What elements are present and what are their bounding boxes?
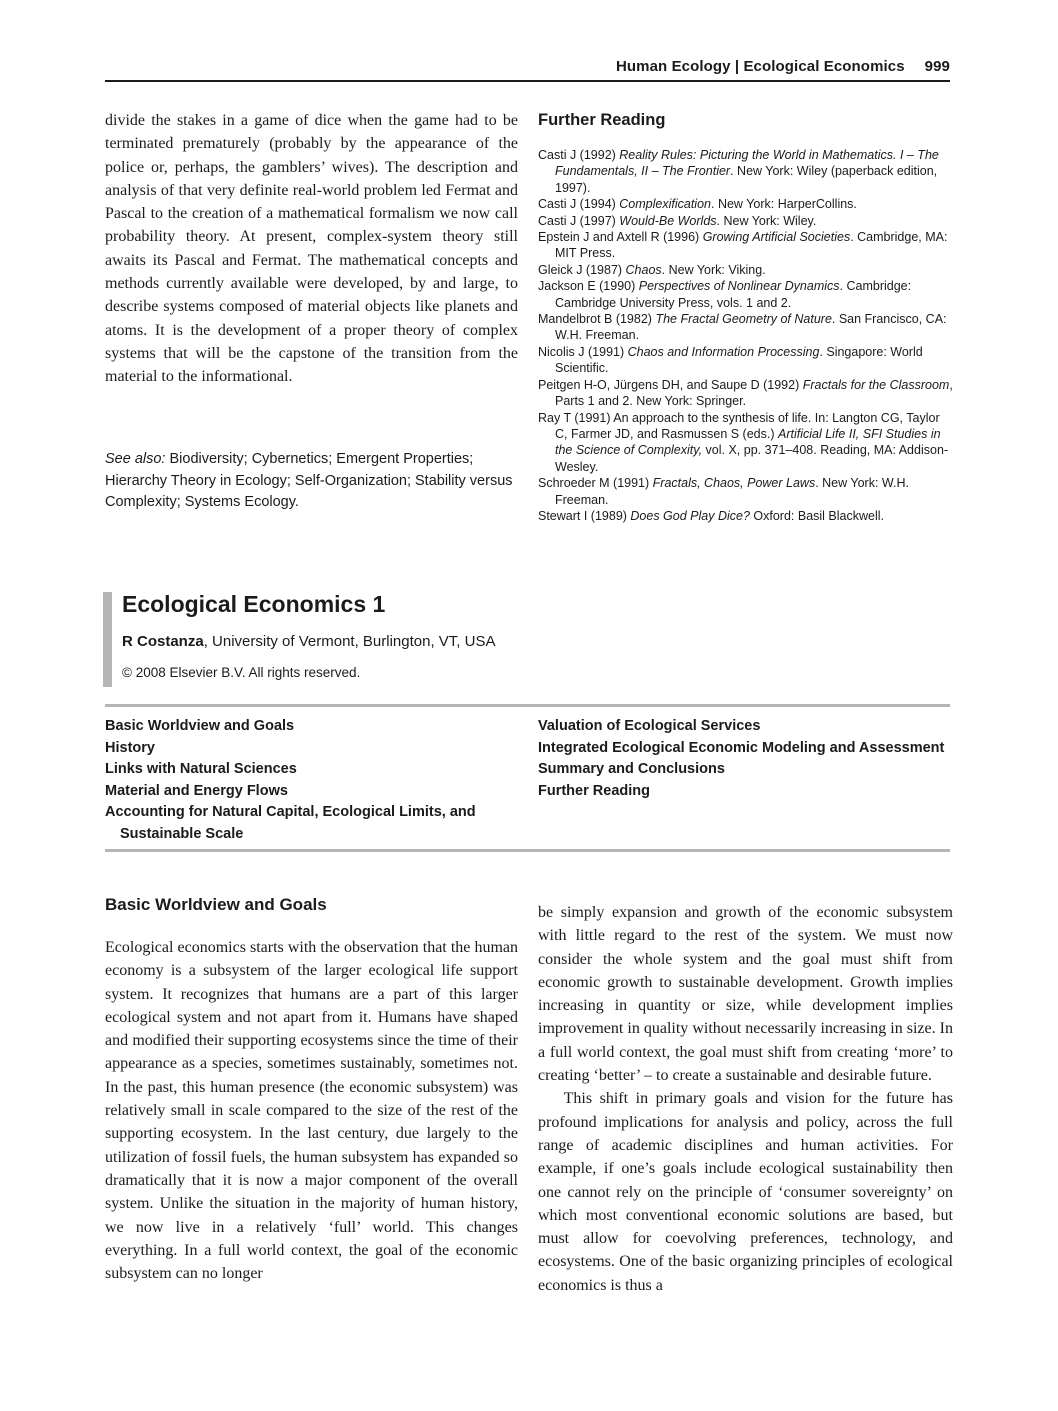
reference-entry: Ray T (1991) An approach to the synthesis of life. In: Langton CG, Taylor C, Farmer JD, and Rasmussen S (eds.) Artificial Life II, SFI Studies in the Science of Complexity, vol. X, pp. 371–408. Reading, MA: Addison-Wesley. [538,410,949,474]
toc-column-right [538,716,954,802]
reference-entry: Peitgen H-O, Jürgens DH, and Saupe D (1992) Fractals for the Classroom, Parts 1 and 2. New York: Springer. [538,377,953,409]
body-column-right [538,901,953,1297]
page-number: 999 [924,58,950,75]
running-head-section: Human Ecology | Ecological Economics [615,58,905,75]
reference-entry: Stewart I (1989) Does God Play Dice? Oxford: Basil Blackwell. [538,508,884,523]
author-affiliation: , University of Vermont, Burlington, VT, USA [203,633,496,650]
author-name: R Costanza [122,633,204,650]
body-paragraph: be simply expansion and growth of the economic subsystem with little regard to the rest of the system. We must now consider the whole system and the goal must shift from economic growth to sustainable development. Growth implies increasing in quantity or size, while development implies improvement in quality without necessarily increasing in size. In a full world context, the goal must shift from creating ‘more’ to creating ‘better’ – to create a sustainable and desirable future. [538,904,953,1085]
reference-entry: Gleick J (1987) Chaos. New York: Viking. [538,262,766,277]
toc-rule-top [105,704,950,707]
toc-entry: Further Reading [538,782,650,799]
body-column-left [105,936,518,1285]
reference-list [538,147,954,524]
toc-entry: Accounting for Natural Capital, Ecological Limits, and Sustainable Scale [105,804,476,842]
copyright-notice: © 2008 Elsevier B.V. All rights reserved. [122,665,361,680]
toc-entry: Valuation of Ecological Services [538,718,761,734]
previous-article-paragraph: divide the stakes in a game of dice when the game had to be terminated prematurely (probably by the appearance of the police or, perhaps, the gamblers’ wives). The description and analysis of that very definite real-world problem led Fermat and Pascal to the creation of a mathematical formalism we now call probability theory. At present, complex-system theory still awaits its Pascal and Fermat. The mathematical concepts and methods currently available were developed, by and large, to describe systems composed of material objects like planets and atoms. It is the development of a proper theory of complex systems that will be the capstone of the transition from the material to the informational. [105,112,518,386]
toc-entry: Integrated Ecological Economic Modeling and Assessment [538,739,945,756]
see-also-block [105,449,518,514]
reference-entry: Casti J (1997) Would-Be Worlds. New York: Wiley. [538,213,817,228]
section-heading: Basic Worldview and Goals [105,895,327,914]
body-paragraph: This shift in primary goals and vision for the future has profound implications for analysis and policy, across the full range of academic disciplines and human activities. For example, if one’s goals include ecological sustainability then one cannot rely on the principle of ‘consumer sovereignty’ on which most conventional economic solutions are based, but must allow for coevolving preferences, technology, and ecosystems. One of the basic organizing principles of ecological economics is thus a [538,1090,953,1294]
toc-rule-bottom [105,849,950,852]
toc-entry: Material and Energy Flows [105,782,288,799]
reference-entry: Jackson E (1990) Perspectives of Nonlinear Dynamics. Cambridge: Cambridge University Press, vols. 1 and 2. [538,279,912,310]
reference-entry: Mandelbrot B (1982) The Fractal Geometry of Nature. San Francisco, CA: W.H. Freeman. [538,312,947,343]
see-also-terms: Biodiversity; Cybernetics; Emergent Properties; Hierarchy Theory in Ecology; Self-Organization; Stability versus Complexity; Systems Ecology. [105,451,513,510]
reference-entry: Casti J (1994) Complexification. New York: HarperCollins. [538,197,857,212]
toc-column-left [105,716,525,846]
toc-entry: History [105,739,155,756]
reference-entry: Schroeder M (1991) Fractals, Chaos, Power Laws. New York: W.H. Freeman. [538,476,909,507]
title-accent-bar [103,592,112,687]
running-head [105,58,950,75]
see-also-label: See also: [105,451,166,467]
header-rule [105,80,950,82]
further-reading-heading: Further Reading [538,111,666,129]
reference-entry: Casti J (1992) Reality Rules: Picturing the World in Mathematics. I – The Fundamentals, II – The Frontier. New York: Wiley (paperback edition, 1997). [538,148,939,195]
toc-entry: Basic Worldview and Goals [105,718,295,734]
body-paragraph: Ecological economics starts with the observation that the human economy is a subsystem of the larger ecological life support system. It recognizes that humans are a part of this larger ecological system and not apart from it. Humans have shaped and modified their supporting ecosystems since the time of their appearance as a species, sometimes sustainably, sometimes not. In the past, this human presence (the economic subsystem) was relatively small in scale compared to the size of the rest of the supporting ecosystem. In the last century, due largely to the utilization of fossil fuels, the human subsystem has expanded so dramatically that it is now a major component of the overall system. Unlike the situation in the majority of human history, we now live in a relatively ‘full’ world. This changes everything. In a full world context, the goal of the economic subsystem can no longer [105,939,518,1283]
toc-entry: Summary and Conclusions [538,761,725,778]
toc-entry: Links with Natural Sciences [105,761,297,778]
reference-entry: Nicolis J (1991) Chaos and Information Processing. Singapore: World Scientific. [538,344,923,376]
reference-entry: Epstein J and Axtell R (1996) Growing Artificial Societies. Cambridge, MA: MIT Press. [538,230,948,261]
article-title: Ecological Economics 1 [122,591,386,617]
article-byline [122,633,495,650]
